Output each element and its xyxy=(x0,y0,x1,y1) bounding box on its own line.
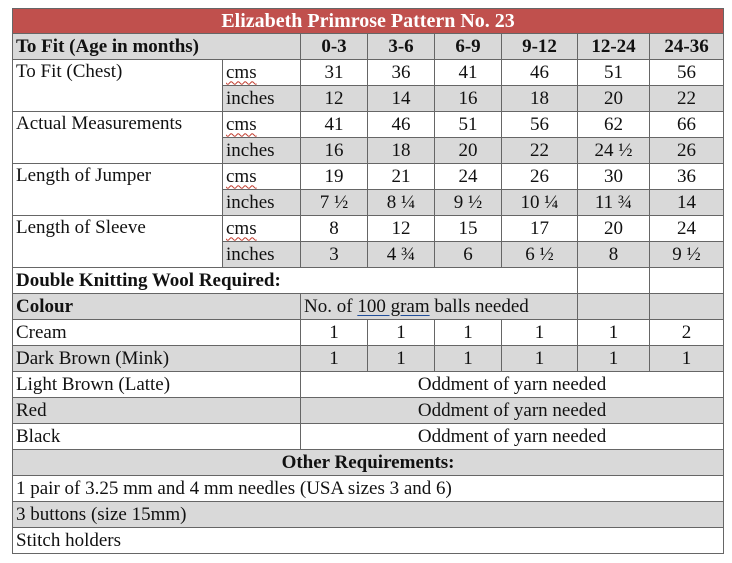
empty-cell xyxy=(578,268,650,294)
value-cell: 6 ½ xyxy=(502,242,578,268)
oddment-note: Oddment of yarn needed xyxy=(301,424,724,450)
value-cell: 9 ½ xyxy=(435,190,502,216)
value-cell: 4 ¾ xyxy=(368,242,435,268)
pattern-title: Elizabeth Primrose Pattern No. 23 xyxy=(13,9,724,34)
value-cell: 46 xyxy=(368,112,435,138)
colour-row xyxy=(13,398,724,424)
ball-count: 1 xyxy=(301,320,368,346)
colour-name: Red xyxy=(13,398,301,424)
unit-cms: cms xyxy=(226,113,257,135)
value-cell: 6 xyxy=(435,242,502,268)
value-cell: 46 xyxy=(502,60,578,86)
other-item: Stitch holders xyxy=(13,528,724,554)
value-cell: 21 xyxy=(368,164,435,190)
oddment-note: Oddment of yarn needed xyxy=(301,398,724,424)
colour-header-row xyxy=(13,294,724,320)
other-item: 1 pair of 3.25 mm and 4 mm needles (USA sizes 3 and 6) xyxy=(13,476,724,502)
measure-row-cms xyxy=(13,164,724,190)
value-cell: 20 xyxy=(578,86,650,112)
value-cell: 20 xyxy=(435,138,502,164)
value-cell: 14 xyxy=(650,190,724,216)
unit-cell xyxy=(223,216,301,242)
value-cell: 19 xyxy=(301,164,368,190)
value-cell: 7 ½ xyxy=(301,190,368,216)
colour-name: Cream xyxy=(13,320,301,346)
colour-row xyxy=(13,424,724,450)
value-cell: 8 xyxy=(578,242,650,268)
value-cell: 12 xyxy=(301,86,368,112)
value-cell: 56 xyxy=(502,112,578,138)
value-cell: 51 xyxy=(435,112,502,138)
measure-row-cms xyxy=(13,112,724,138)
ball-count: 1 xyxy=(301,346,368,372)
ball-count: 1 xyxy=(368,320,435,346)
value-cell: 14 xyxy=(368,86,435,112)
value-cell: 8 ¼ xyxy=(368,190,435,216)
value-cell: 24 xyxy=(435,164,502,190)
value-cell: 24 ½ xyxy=(578,138,650,164)
empty-cell xyxy=(650,268,724,294)
value-cell: 41 xyxy=(301,112,368,138)
value-cell: 22 xyxy=(502,138,578,164)
value-cell: 18 xyxy=(368,138,435,164)
empty-cell xyxy=(650,294,724,320)
value-cell: 30 xyxy=(578,164,650,190)
ball-count: 1 xyxy=(650,346,724,372)
ball-count: 1 xyxy=(502,346,578,372)
ball-count: 1 xyxy=(502,320,578,346)
measure-label: To Fit (Chest) xyxy=(13,60,223,112)
value-cell: 62 xyxy=(578,112,650,138)
value-cell: 56 xyxy=(650,60,724,86)
oddment-note: Oddment of yarn needed xyxy=(301,372,724,398)
measure-label: Length of Sleeve xyxy=(13,216,223,268)
ball-count: 1 xyxy=(435,320,502,346)
colour-name: Dark Brown (Mink) xyxy=(13,346,301,372)
sizes-header-row xyxy=(13,34,724,60)
value-cell: 51 xyxy=(578,60,650,86)
colour-name: Light Brown (Latte) xyxy=(13,372,301,398)
empty-cell xyxy=(578,294,650,320)
ball-count: 1 xyxy=(578,320,650,346)
ball-count: 2 xyxy=(650,320,724,346)
balls-weight-link: 100 gram xyxy=(357,295,430,317)
colour-row xyxy=(13,372,724,398)
unit-inches: inches xyxy=(223,86,301,112)
unit-cms: cms xyxy=(226,217,257,239)
value-cell: 16 xyxy=(435,86,502,112)
other-item: 3 buttons (size 15mm) xyxy=(13,502,724,528)
value-cell: 20 xyxy=(578,216,650,242)
colour-row xyxy=(13,320,724,346)
value-cell: 22 xyxy=(650,86,724,112)
colour-header-label: Colour xyxy=(13,294,301,320)
balls-needed-header xyxy=(301,294,578,320)
age-12-24: 12-24 xyxy=(578,34,650,60)
other-heading: Other Requirements: xyxy=(13,450,724,476)
unit-cell xyxy=(223,112,301,138)
value-cell: 8 xyxy=(301,216,368,242)
age-24-36: 24-36 xyxy=(650,34,724,60)
wool-heading: Double Knitting Wool Required: xyxy=(13,268,578,294)
value-cell: 18 xyxy=(502,86,578,112)
value-cell: 36 xyxy=(650,164,724,190)
value-cell: 11 ¾ xyxy=(578,190,650,216)
age-9-12: 9-12 xyxy=(502,34,578,60)
value-cell: 26 xyxy=(650,138,724,164)
unit-inches: inches xyxy=(223,190,301,216)
balls-suffix: balls needed xyxy=(429,295,529,317)
value-cell: 16 xyxy=(301,138,368,164)
age-3-6: 3-6 xyxy=(368,34,435,60)
value-cell: 66 xyxy=(650,112,724,138)
value-cell: 31 xyxy=(301,60,368,86)
pattern-spec-table xyxy=(12,8,724,554)
value-cell: 12 xyxy=(368,216,435,242)
other-item-row xyxy=(13,502,724,528)
value-cell: 10 ¼ xyxy=(502,190,578,216)
wool-heading-row xyxy=(13,268,724,294)
ball-count: 1 xyxy=(368,346,435,372)
value-cell: 17 xyxy=(502,216,578,242)
other-heading-row xyxy=(13,450,724,476)
other-item-row xyxy=(13,528,724,554)
unit-cms: cms xyxy=(226,165,257,187)
value-cell: 26 xyxy=(502,164,578,190)
value-cell: 36 xyxy=(368,60,435,86)
unit-inches: inches xyxy=(223,138,301,164)
measure-label: Actual Measurements xyxy=(13,112,223,164)
measure-row-cms xyxy=(13,216,724,242)
colour-row xyxy=(13,346,724,372)
value-cell: 41 xyxy=(435,60,502,86)
age-header-label: To Fit (Age in months) xyxy=(13,34,301,60)
age-0-3: 0-3 xyxy=(301,34,368,60)
unit-inches: inches xyxy=(223,242,301,268)
measure-label: Length of Jumper xyxy=(13,164,223,216)
unit-cell xyxy=(223,60,301,86)
title-row xyxy=(13,9,724,34)
value-cell: 24 xyxy=(650,216,724,242)
value-cell: 9 ½ xyxy=(650,242,724,268)
other-item-row xyxy=(13,476,724,502)
value-cell: 3 xyxy=(301,242,368,268)
unit-cell xyxy=(223,164,301,190)
unit-cms: cms xyxy=(226,61,257,83)
measure-row-cms xyxy=(13,60,724,86)
age-6-9: 6-9 xyxy=(435,34,502,60)
balls-prefix: No. of xyxy=(304,295,358,317)
colour-name: Black xyxy=(13,424,301,450)
ball-count: 1 xyxy=(435,346,502,372)
ball-count: 1 xyxy=(578,346,650,372)
value-cell: 15 xyxy=(435,216,502,242)
